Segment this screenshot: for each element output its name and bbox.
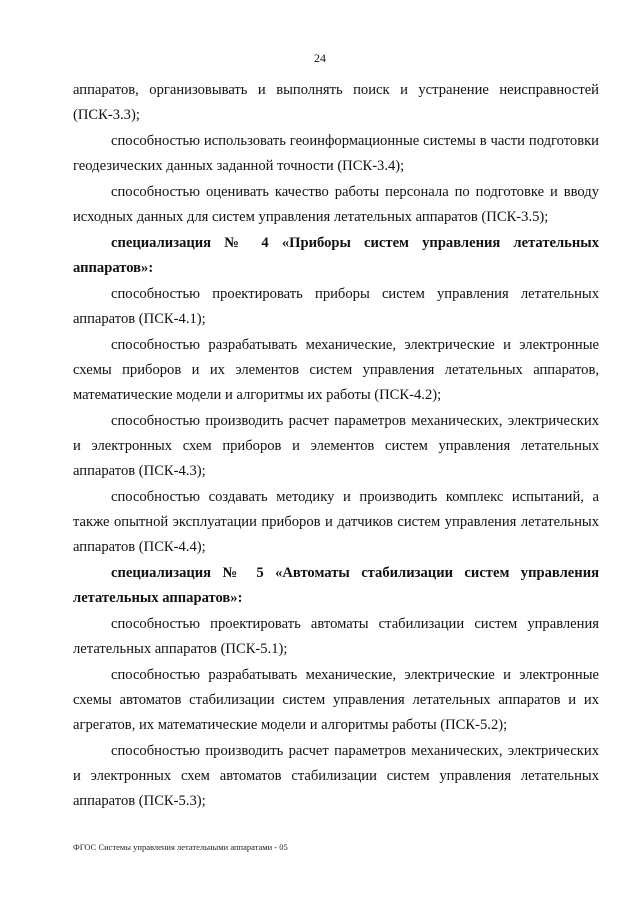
paragraph-psk-5-2: способностью разрабатывать механические, электрические и электронные схемы автоматов стабилизации систем управления летательных аппаратов и их агрегатов, их математические модели и алгоритмы работы (ПСК-5.2); — [73, 667, 599, 733]
paragraph-psk-4-3: способностью производить расчет параметров механических, электрических и электронных схем приборов и элементов систем управления летательных аппаратов (ПСК-4.3); — [73, 413, 599, 479]
paragraph-psk-5-3: способностью производить расчет параметров механических, электрических и электронных схем автоматов стабилизации систем управления летательных аппаратов (ПСК-5.3); — [73, 743, 599, 809]
paragraph-psk-4-4: способностью создавать методику и производить комплекс испытаний, а также опытной эксплуатации приборов и датчиков систем управления летательных аппаратов (ПСК-4.4); — [73, 489, 599, 555]
paragraph-psk-5-1: способностью проектировать автоматы стабилизации систем управления летательных аппаратов (ПСК-5.1); — [73, 616, 599, 657]
paragraph-psk-3-5: способностью оценивать качество работы персонала по подготовке и вводу исходных данных для систем управления летательных аппаратов (ПСК-3.5); — [73, 184, 599, 225]
paragraph-psk-3-4: способностью использовать геоинформационные системы в части подготовки геодезических данных заданной точности (ПСК-3.4); — [73, 133, 599, 174]
specialization-5-heading: специализация № 5 «Автоматы стабилизации систем управления летательных аппаратов»: — [73, 565, 599, 606]
page-footer: ФГОС Системы управления летательными аппаратами - 05 — [73, 842, 288, 852]
page-number: 24 — [314, 51, 326, 65]
paragraph-psk-3-3: аппаратов, организовывать и выполнять поиск и устранение неисправностей (ПСК-3.3); — [73, 82, 599, 123]
paragraph-psk-4-2: способностью разрабатывать механические, электрические и электронные схемы приборов и их элементов систем управления летательных аппаратов, математические модели и алгоритмы их работы (ПСК-4.2); — [73, 337, 599, 403]
document-body — [73, 78, 599, 815]
paragraph-psk-4-1: способностью проектировать приборы систем управления летательных аппаратов (ПСК-4.1); — [73, 286, 599, 327]
specialization-4-heading: специализация № 4 «Приборы систем управления летательных аппаратов»: — [73, 235, 599, 276]
